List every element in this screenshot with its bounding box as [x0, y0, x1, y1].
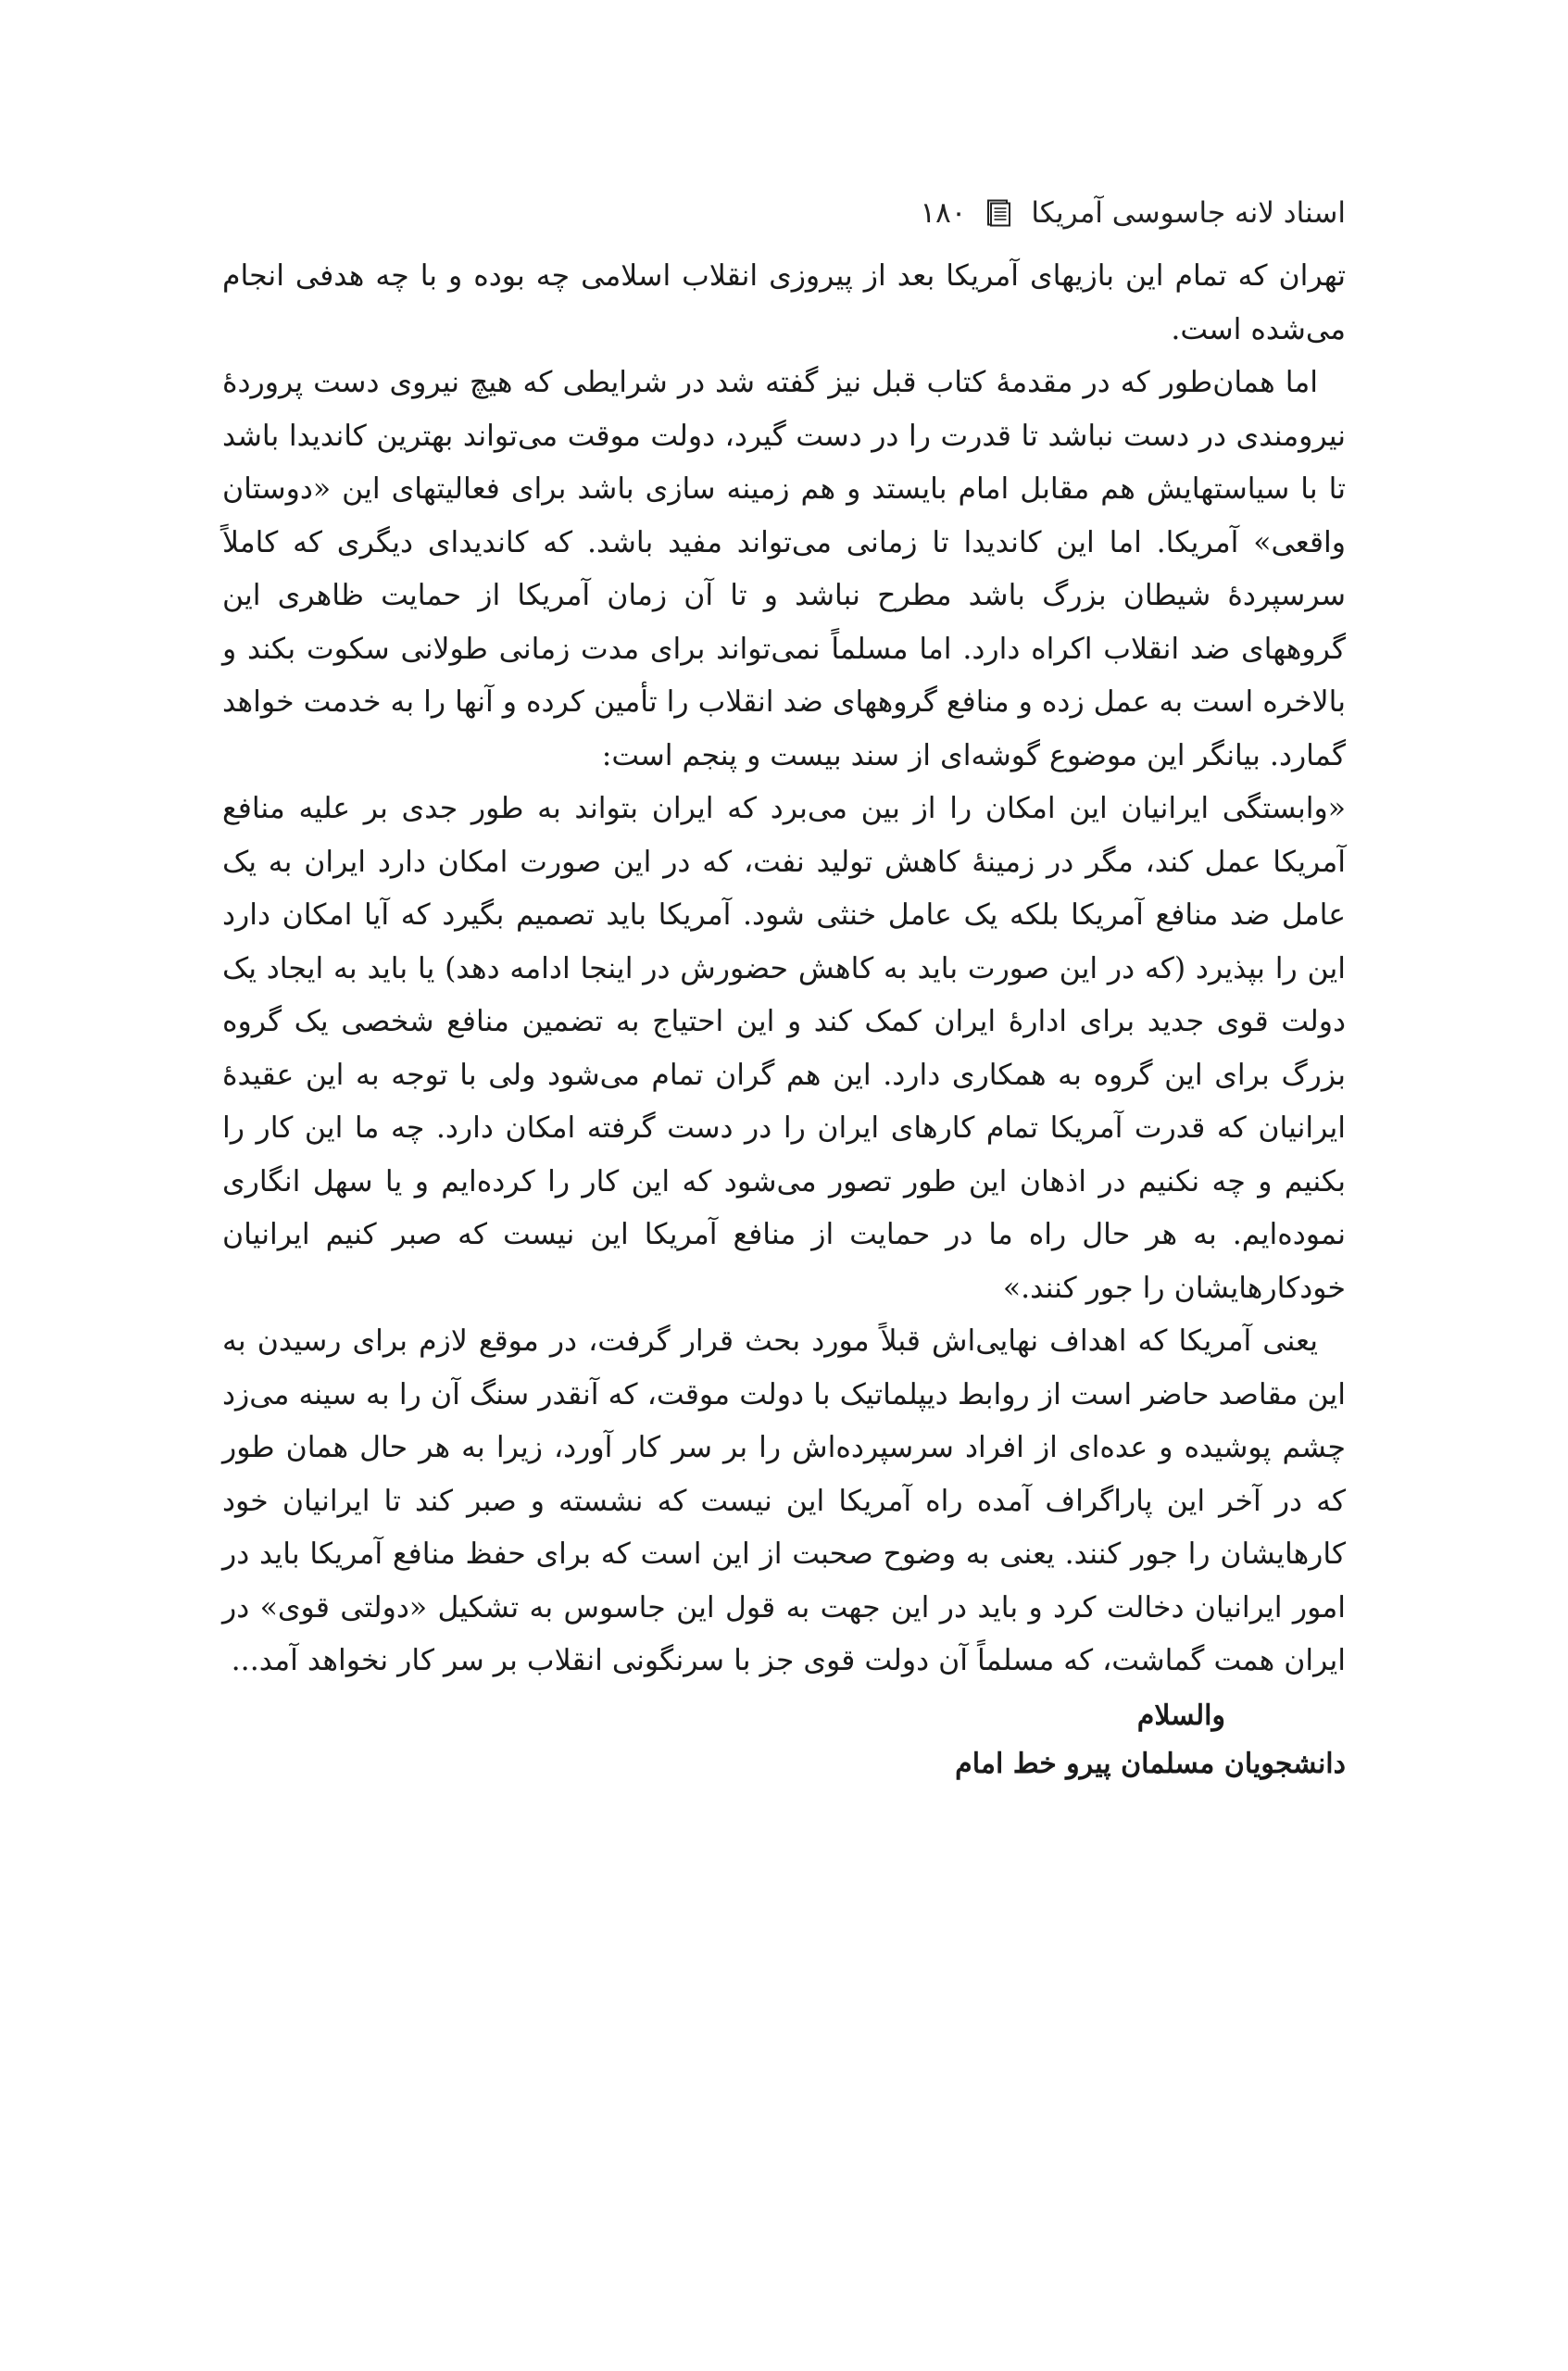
running-header [222, 185, 1346, 241]
signature-block [222, 1692, 1346, 1788]
book-page-icon [986, 199, 1010, 227]
paragraph-analysis: اما همان‌طور که در مقدمهٔ کتاب قبل نیز گفته شد در شرایطی که هیچ نیروی دست پروردهٔ نیرومندی در دست نباشد تا قدرت را در دست گیرد، دولت موقت می‌تواند بهترین کاندیدا باشد تا با سیاستهایش هم مقابل امام بایستد و هم زمینه سازی باشد برای فعالیتهای این «دوستان واقعی» آمریکا. اما این کاندیدا تا زمانی می‌تواند مفید باشد. که کاندیدای دیگری که کاملاً سرسپردهٔ شیطان بزرگ باشد مطرح نباشد و تا آن زمان آمریکا از حمایت ظاهری این گروههای ضد انقلاب اکراه دارد. اما مسلماً نمی‌تواند برای مدت زمانی طولانی سکوت بکند و بالاخره است به عمل زده و منافع گروههای ضد انقلاب را تأمین کرده و آنها را به خدمت خواهد گمارد. بیانگر این موضوع گوشه‌ای از سند بیست و پنجم است: [222, 366, 1346, 772]
page-number: ۱۸۰ [920, 196, 967, 230]
signature-name: دانشجویان مسلمان پیرو خط امام [955, 1747, 1346, 1780]
signature-greeting: والسلام [1136, 1699, 1225, 1732]
document-quote: «وابستگی ایرانیان این امکان را از بین می‌برد که ایران بتواند به طور جدی بر علیه منافع آمریکا عمل کند، مگر در زمینهٔ کاهش تولید نفت، که در این صورت امکان دارد ایران به یک عامل ضد منافع آمریکا بلکه یک عامل خنثی شود. آمریکا باید تصمیم بگیرد که آیا امکان دارد این را بپذیرد (که در این صورت باید به کاهش حضورش در اینجا ادامه دهد) یا باید به ایجاد یک دولت قوی جدید برای ادارهٔ ایران کمک کند و این احتیاج به تضمین منافع شخصی یک گروه بزرگ برای این گروه به همکاری دارد. این هم گران تمام می‌شود ولی با توجه به این عقیدهٔ ایرانیان که قدرت آمریکا تمام کارهای ایران را در دست گرفته امکان دارد. چه ما این کار را بکنیم و چه نکنیم در اذهان این طور تصور می‌شود که این کار را کرده‌ایم و یا سهل انگاری نموده‌ایم. به هر حال راه ما در حمایت از منافع آمریکا این نیست که صبر کنیم ایرانیان خودکارهایشان را جور کنند.» [222, 792, 1346, 1305]
book-title: اسناد لانه جاسوسی آمریکا [1031, 196, 1346, 230]
paragraph-conclusion: یعنی آمریکا که اهداف نهایی‌اش قبلاً مورد بحث قرار گرفت، در موقع لازم برای رسیدن به این مقاصد حاضر است از روابط دیپلماتیک با دولت موقت، که آنقدر سنگ آن را به سینه می‌زد چشم پوشیده و عده‌ای از افراد سرسپرده‌اش را بر سر کار آورد، زیرا به هر حال همان طور که در آخر این پاراگراف آمده راه آمریکا این نیست که نشسته و صبر کند تا ایرانیان خود کارهایشان را جور کنند. یعنی به وضوح صحبت از این است که برای حفظ منافع آمریکا باید در امور ایرانیان دخالت کرد و باید در این جهت به قول این جاسوس به تشکیل «دولتی قوی» در ایران همت گماشت، که مسلماً آن دولت قوی جز با سرنگونی انقلاب بر سر کار نخواهد آمد... [222, 1324, 1346, 1677]
page-body [222, 250, 1346, 1788]
paragraph-intro: تهران که تمام این بازیهای آمریکا بعد از پیروزی انقلاب اسلامی چه بوده و با چه هدفی انجام می‌شده است. [222, 259, 1346, 346]
